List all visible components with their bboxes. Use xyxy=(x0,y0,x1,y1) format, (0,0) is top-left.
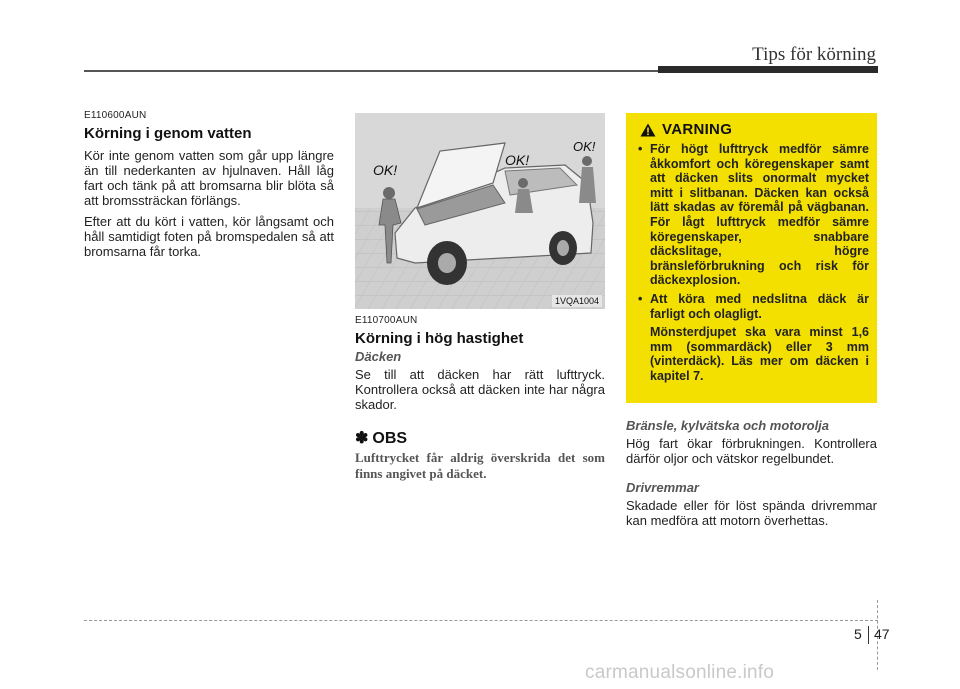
footer-rule xyxy=(84,620,878,621)
warning-triangle-icon xyxy=(640,123,656,137)
section-driving-through-water xyxy=(84,110,334,259)
paragraph: Hög fart ökar förbrukningen. Kontrollera därför oljor och vätskor regelbundet. xyxy=(626,436,877,466)
warning-list xyxy=(636,142,869,384)
warning-box xyxy=(626,113,877,403)
warning-item xyxy=(636,142,869,288)
warning-header xyxy=(640,121,869,138)
paragraph: Skadade eller för löst spända drivremmar kan medföra att motorn överhettas. xyxy=(626,498,877,528)
note-title-text: OBS xyxy=(372,430,408,447)
note-text: Lufttrycket får aldrig överskrida det som finns angivet på däcket. xyxy=(355,450,605,481)
car-illustration-svg xyxy=(355,113,605,309)
chapter-number: 5 xyxy=(854,626,862,642)
warning-item-extra: Mönsterdjupet ska vara minst 1,6 mm (sommardäck) eller 3 mm (vinterdäck). Läs mer om däcken i kapitel 7. xyxy=(650,325,869,383)
note-star-icon: ✽ xyxy=(355,430,369,447)
section-heading: Körning i genom vatten xyxy=(84,125,252,142)
warning-item-text: För högt lufttryck medför sämre åkkomfort och köregenskaper samt att däcken slits onormalt mycket mitt i slitbanan. Däcken kan också lätt skadas av föremål på vägbanan. För lågt lufttryck medför sämre köregenskaper, snabbare däckslitage, högre bränsleförbrukning och risk för däckexplosion. xyxy=(650,142,869,288)
subheading: Däcken xyxy=(355,349,402,364)
ok-label-side: OK! xyxy=(505,152,530,168)
subheading: Bränsle, kylvätska och motorolja xyxy=(626,418,830,433)
illustration-caption: 1VQA1004 xyxy=(552,295,602,307)
paragraph: Efter att du kört i vatten, kör långsamt och håll samtidigt foten på bromspedalen så att bromsarna får torka. xyxy=(84,214,334,259)
section-code: E110600AUN xyxy=(84,110,147,121)
ok-label-front: OK! xyxy=(373,162,398,178)
paragraph: Kör inte genom vatten som går upp längre än till nederkanten av hjulnaven. Håll låg fart och tänk på att bromsarna blir blöta så att bromssträckan förlängs. xyxy=(84,148,334,208)
page-number: 47 xyxy=(874,626,890,642)
header-rule-accent xyxy=(658,66,878,73)
subheading: Drivremmar xyxy=(626,480,699,495)
ok-label-rear: OK! xyxy=(573,139,596,154)
page-number-divider xyxy=(868,626,869,644)
paragraph: Se till att däcken har rätt lufttryck. Kontrollera också att däcken inte har några skador. xyxy=(355,367,605,412)
warning-item xyxy=(636,292,869,384)
tire-check-illustration xyxy=(355,113,605,309)
warning-title: VARNING xyxy=(662,121,733,138)
warning-item-text: Att köra med nedslitna däck är farligt och olagligt. xyxy=(650,291,869,321)
header-rule xyxy=(84,70,664,72)
section-fluids-and-belts xyxy=(626,418,877,528)
section-heading: Körning i hög hastighet xyxy=(355,330,524,347)
section-title: Tips för körning xyxy=(752,44,876,65)
section-code: E110700AUN xyxy=(355,315,418,326)
note-title xyxy=(355,428,605,448)
section-high-speed-driving xyxy=(355,315,605,482)
watermark: carmanualsonline.info xyxy=(585,662,775,683)
